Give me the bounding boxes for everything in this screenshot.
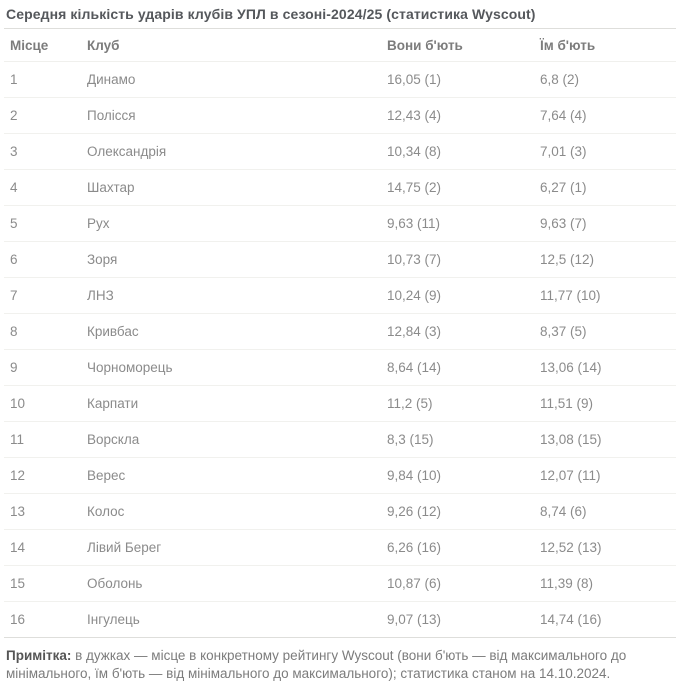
cell-club: Оболонь: [81, 566, 381, 602]
cell-shots-for: 10,24 (9): [381, 278, 534, 314]
cell-club: Полісся: [81, 98, 381, 134]
cell-club: Ворскла: [81, 422, 381, 458]
table-row: [4, 98, 676, 134]
cell-shots-against: 6,27 (1): [534, 170, 676, 206]
table-row: [4, 242, 676, 278]
cell-shots-for: 12,43 (4): [381, 98, 534, 134]
cell-shots-for: 9,63 (11): [381, 206, 534, 242]
cell-club: Лівий Берег: [81, 530, 381, 566]
cell-shots-against: 12,5 (12): [534, 242, 676, 278]
table-row: [4, 530, 676, 566]
col-header-shots-against: Їм б'ють: [534, 29, 676, 62]
cell-shots-against: 11,39 (8): [534, 566, 676, 602]
col-header-club: Клуб: [81, 29, 381, 62]
cell-place: 11: [4, 422, 81, 458]
cell-shots-for: 9,26 (12): [381, 494, 534, 530]
cell-place: 5: [4, 206, 81, 242]
cell-club: Карпати: [81, 386, 381, 422]
cell-shots-against: 12,52 (13): [534, 530, 676, 566]
cell-shots-against: 6,8 (2): [534, 62, 676, 98]
cell-shots-against: 13,08 (15): [534, 422, 676, 458]
cell-club: Шахтар: [81, 170, 381, 206]
cell-place: 12: [4, 458, 81, 494]
page-title: Середня кількість ударів клубів УПЛ в сезоні-2024/25 (статистика Wyscout): [6, 6, 536, 22]
footnote-label: Примітка:: [6, 648, 72, 663]
table-row: [4, 350, 676, 386]
cell-place: 10: [4, 386, 81, 422]
stats-table: [4, 28, 676, 638]
table-row: [4, 602, 676, 638]
table-body: [4, 62, 676, 638]
cell-shots-against: 7,01 (3): [534, 134, 676, 170]
cell-place: 14: [4, 530, 81, 566]
table-row: [4, 422, 676, 458]
cell-shots-for: 8,3 (15): [381, 422, 534, 458]
table-row: [4, 566, 676, 602]
table-row: [4, 170, 676, 206]
cell-club: Зоря: [81, 242, 381, 278]
cell-shots-against: 7,64 (4): [534, 98, 676, 134]
cell-shots-for: 16,05 (1): [381, 62, 534, 98]
cell-shots-for: 10,34 (8): [381, 134, 534, 170]
cell-club: ЛНЗ: [81, 278, 381, 314]
cell-place: 8: [4, 314, 81, 350]
cell-shots-against: 12,07 (11): [534, 458, 676, 494]
cell-shots-against: 9,63 (7): [534, 206, 676, 242]
cell-shots-for: 9,84 (10): [381, 458, 534, 494]
table-row: [4, 494, 676, 530]
cell-place: 4: [4, 170, 81, 206]
table-row: [4, 62, 676, 98]
cell-place: 9: [4, 350, 81, 386]
cell-club: Рух: [81, 206, 381, 242]
table-row: [4, 206, 676, 242]
cell-shots-against: 8,37 (5): [534, 314, 676, 350]
header-row: [4, 29, 676, 62]
cell-place: 6: [4, 242, 81, 278]
table-row: [4, 314, 676, 350]
col-header-shots-for: Вони б'ють: [381, 29, 534, 62]
table-row: [4, 278, 676, 314]
cell-shots-against: 11,51 (9): [534, 386, 676, 422]
cell-shots-for: 12,84 (3): [381, 314, 534, 350]
cell-shots-for: 10,87 (6): [381, 566, 534, 602]
cell-shots-for: 10,73 (7): [381, 242, 534, 278]
cell-place: 15: [4, 566, 81, 602]
cell-shots-against: 8,74 (6): [534, 494, 676, 530]
col-header-place: Місце: [4, 29, 81, 62]
cell-shots-for: 11,2 (5): [381, 386, 534, 422]
cell-place: 1: [4, 62, 81, 98]
footnote: [4, 638, 676, 683]
cell-place: 7: [4, 278, 81, 314]
table-row: [4, 134, 676, 170]
cell-shots-for: 6,26 (16): [381, 530, 534, 566]
cell-shots-against: 11,77 (10): [534, 278, 676, 314]
cell-club: Кривбас: [81, 314, 381, 350]
cell-club: Чорноморець: [81, 350, 381, 386]
cell-place: 13: [4, 494, 81, 530]
cell-club: Динамо: [81, 62, 381, 98]
cell-shots-against: 13,06 (14): [534, 350, 676, 386]
cell-club: Колос: [81, 494, 381, 530]
cell-club: Олександрія: [81, 134, 381, 170]
cell-club: Інгулець: [81, 602, 381, 638]
table-row: [4, 386, 676, 422]
footnote-text: в дужках — місце в конкретному рейтингу Wyscout (вони б'ють — від максимального до мінімального, їм б'ють — від мінімального до максимального); статистика станом на 14.10.2024.: [6, 648, 627, 681]
cell-shots-for: 8,64 (14): [381, 350, 534, 386]
cell-place: 16: [4, 602, 81, 638]
cell-shots-for: 9,07 (13): [381, 602, 534, 638]
cell-place: 2: [4, 98, 81, 134]
cell-club: Верес: [81, 458, 381, 494]
cell-shots-for: 14,75 (2): [381, 170, 534, 206]
cell-place: 3: [4, 134, 81, 170]
table-row: [4, 458, 676, 494]
cell-shots-against: 14,74 (16): [534, 602, 676, 638]
